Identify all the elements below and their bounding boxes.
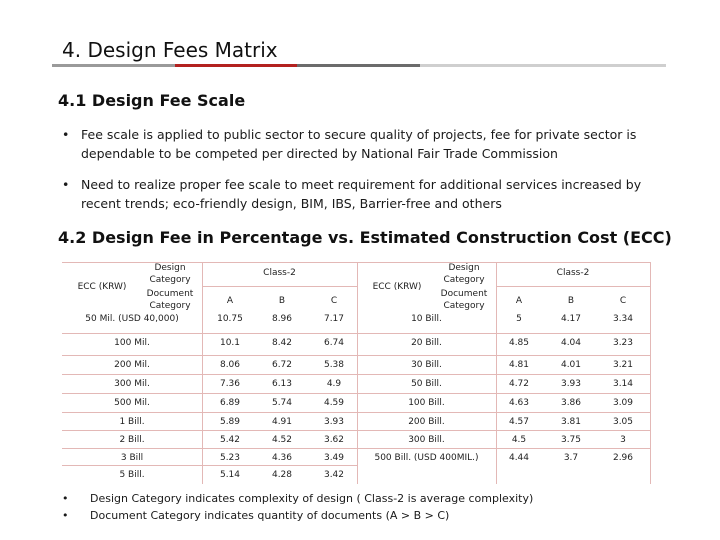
left-ecc-cell: 1 Bill.	[119, 417, 145, 427]
right-value-c-cell: 3.23	[612, 338, 634, 348]
right-ecc-cell: 500 Bill. (USD 400MIL.)	[374, 453, 479, 463]
document-category-header-right: Document Category	[440, 289, 488, 311]
left-value-b-cell: 4.36	[271, 453, 293, 463]
grid-line	[62, 262, 650, 263]
grid-line	[650, 262, 651, 484]
left-value-c-cell: 4.9	[326, 379, 342, 389]
grid-line	[496, 262, 497, 484]
right-value-a-cell: 4.44	[508, 453, 530, 463]
grid-line	[357, 355, 650, 356]
right-value-b-cell: 3.81	[560, 417, 582, 427]
grid-line	[357, 448, 650, 449]
grid-line	[357, 374, 650, 375]
grid-line	[357, 430, 650, 431]
col-c-header-left: C	[330, 296, 338, 306]
left-value-a-cell: 7.36	[219, 379, 241, 389]
right-ecc-cell: 50 Bill.	[411, 379, 442, 389]
left-value-b-cell: 6.72	[271, 360, 293, 370]
right-ecc-cell: 30 Bill.	[411, 360, 442, 370]
col-a-header-left: A	[226, 296, 234, 306]
footnote-text: Document Category indicates quantity of documents (A > B > C)	[90, 509, 450, 522]
right-value-c-cell: 3.34	[612, 314, 634, 324]
left-value-a-cell: 5.89	[219, 417, 241, 427]
left-value-c-cell: 7.17	[323, 314, 345, 324]
class-header-right: Class-2	[556, 268, 590, 278]
right-value-b-cell: 3.93	[560, 379, 582, 389]
left-ecc-cell: 2 Bill.	[119, 435, 145, 445]
design-category-header-right: Design Category	[443, 263, 485, 285]
grid-line	[62, 333, 357, 334]
grid-line	[62, 430, 357, 431]
title-rule-segment-3	[297, 64, 420, 67]
left-ecc-cell: 3 Bill	[120, 453, 144, 463]
grid-line	[202, 286, 357, 287]
bullet-dot: •	[62, 177, 70, 192]
left-ecc-cell: 300 Mil.	[114, 379, 150, 389]
left-value-b-cell: 5.74	[271, 398, 293, 408]
right-value-a-cell: 4.81	[508, 360, 530, 370]
col-a-header-right: A	[515, 296, 523, 306]
right-ecc-cell: 200 Bill.	[408, 417, 445, 427]
left-value-c-cell: 3.62	[323, 435, 345, 445]
left-value-b-cell: 6.13	[271, 379, 293, 389]
right-ecc-cell: 300 Bill.	[408, 435, 445, 445]
right-value-a-cell: 4.63	[508, 398, 530, 408]
section-heading-fee-scale: 4.1 Design Fee Scale	[58, 91, 246, 110]
grid-line	[62, 412, 357, 413]
left-value-b-cell: 8.42	[271, 338, 293, 348]
col-c-header-right: C	[619, 296, 627, 306]
left-ecc-cell: 100 Mil.	[114, 338, 150, 348]
left-value-a-cell: 5.14	[219, 470, 241, 480]
right-value-b-cell: 3.7	[563, 453, 579, 463]
right-value-a-cell: 5	[516, 314, 522, 324]
page-title: 4. Design Fees Matrix	[62, 38, 278, 62]
left-value-a-cell: 8.06	[219, 360, 241, 370]
right-value-a-cell: 4.85	[508, 338, 530, 348]
left-value-c-cell: 3.49	[323, 453, 345, 463]
bullet-dot: •	[62, 127, 70, 142]
left-value-c-cell: 5.38	[323, 360, 345, 370]
grid-line	[62, 448, 357, 449]
left-value-a-cell: 5.23	[219, 453, 241, 463]
bullet-dot: •	[62, 492, 69, 505]
left-ecc-cell: 500 Mil.	[114, 398, 150, 408]
left-value-c-cell: 3.42	[323, 470, 345, 480]
grid-line	[202, 262, 203, 484]
design-category-header-left: Design Category	[149, 263, 191, 285]
grid-line	[62, 355, 357, 356]
bullet-dot: •	[62, 509, 69, 522]
right-value-b-cell: 3.86	[560, 398, 582, 408]
fee-table	[62, 262, 650, 484]
title-rule-segment-4	[420, 64, 666, 67]
grid-line	[496, 286, 650, 287]
grid-line	[357, 262, 358, 484]
grid-line	[62, 465, 357, 466]
right-ecc-cell: 100 Bill.	[408, 398, 445, 408]
left-value-b-cell: 4.28	[271, 470, 293, 480]
right-value-c-cell: 3	[620, 435, 626, 445]
right-value-a-cell: 4.72	[508, 379, 530, 389]
right-value-c-cell: 2.96	[612, 453, 634, 463]
left-ecc-cell: 5 Bill.	[119, 470, 145, 480]
title-rule-segment-1	[52, 64, 175, 67]
grid-line	[62, 374, 357, 375]
document-category-header-left: Document Category	[146, 289, 194, 311]
right-ecc-cell: 10 Bill.	[411, 314, 442, 324]
grid-line	[357, 412, 650, 413]
right-value-b-cell: 4.04	[560, 338, 582, 348]
col-b-header-left: B	[278, 296, 286, 306]
left-value-c-cell: 4.59	[323, 398, 345, 408]
right-ecc-cell: 20 Bill.	[411, 338, 442, 348]
left-ecc-cell: 50 Mil. (USD 40,000)	[85, 314, 179, 324]
grid-line	[62, 393, 357, 394]
right-value-a-cell: 4.57	[508, 417, 530, 427]
footnote-text: Design Category indicates complexity of design ( Class-2 is average complexity)	[90, 492, 534, 505]
right-value-c-cell: 3.14	[612, 379, 634, 389]
left-value-b-cell: 8.96	[271, 314, 293, 324]
left-value-c-cell: 3.93	[323, 417, 345, 427]
left-value-a-cell: 5.42	[219, 435, 241, 445]
left-value-a-cell: 6.89	[219, 398, 241, 408]
right-value-b-cell: 4.17	[560, 314, 582, 324]
section-heading-fee-percentage: 4.2 Design Fee in Percentage vs. Estimated Construction Cost (ECC)	[58, 228, 672, 247]
left-ecc-cell: 200 Mil.	[114, 360, 150, 370]
right-value-c-cell: 3.05	[612, 417, 634, 427]
bullet-text: Need to realize proper fee scale to meet requirement for additional services increased by recent trends; eco-friendly design, BIM, IBS, Barrier-free and others	[81, 177, 642, 211]
right-value-c-cell: 3.21	[612, 360, 634, 370]
grid-line	[357, 333, 650, 334]
ecc-header-right: ECC (KRW)	[372, 282, 422, 292]
right-value-b-cell: 3.75	[560, 435, 582, 445]
grid-line	[357, 393, 650, 394]
class-header-left: Class-2	[263, 268, 296, 278]
title-rule-segment-2	[175, 64, 297, 67]
bullet-text: Fee scale is applied to public sector to secure quality of projects, fee for private sector is dependable to be competed per directed by National Fair Trade Commission	[81, 127, 637, 161]
left-value-b-cell: 4.91	[271, 417, 293, 427]
right-value-c-cell: 3.09	[612, 398, 634, 408]
right-value-a-cell: 4.5	[511, 435, 527, 445]
left-value-b-cell: 4.52	[271, 435, 293, 445]
left-value-a-cell: 10.1	[219, 338, 241, 348]
left-value-a-cell: 10.75	[217, 314, 243, 324]
right-value-b-cell: 4.01	[560, 360, 582, 370]
ecc-header-left: ECC (KRW)	[77, 282, 127, 292]
col-b-header-right: B	[567, 296, 575, 306]
left-value-c-cell: 6.74	[323, 338, 345, 348]
